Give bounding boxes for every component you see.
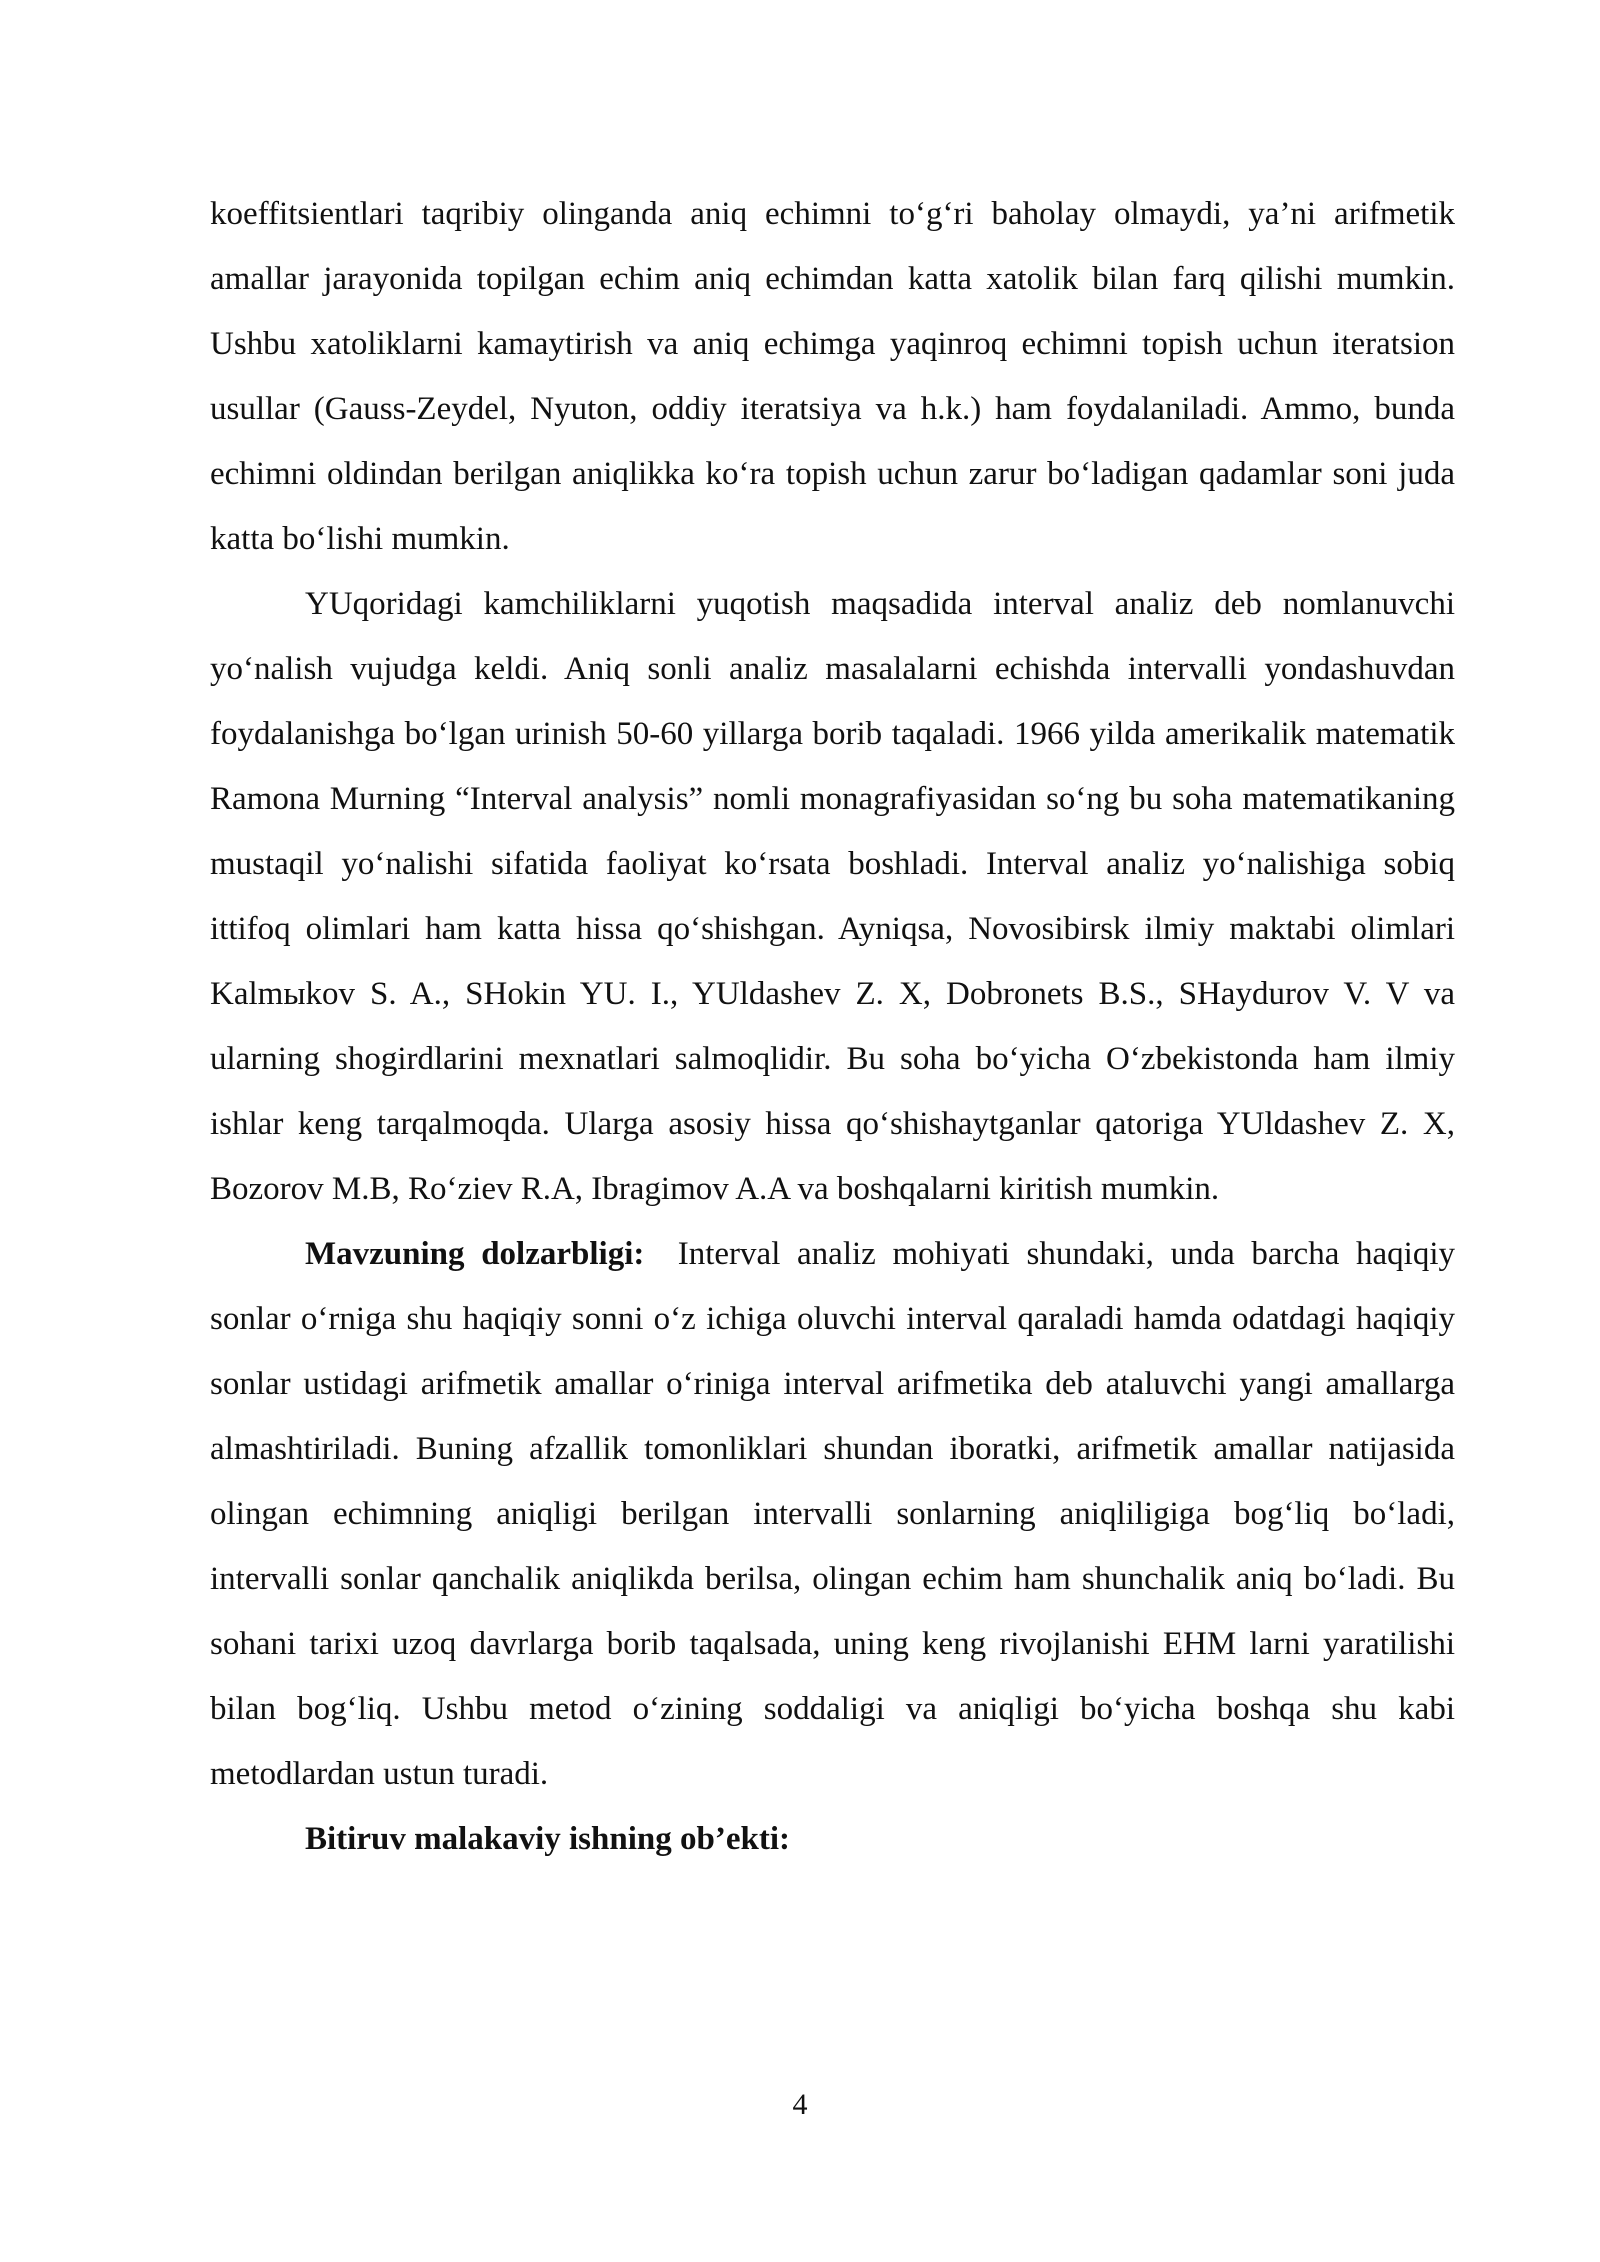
paragraph-interval-history: YUqoridagi kamchiliklarni yuqotish maqsadida interval analiz deb nomlanuvchi yo‘nalish vujudga keldi. Aniq sonli analiz masalalarni echishda intervalli yondashuvdan foydalanishga bo‘lgan urinish 50-60 yillarga borib taqaladi. 1966 yilda amerikalik matematik Ramona Murning “Interval analysis” nomli monagrafiyasidan so‘ng bu soha matematikaning mustaqil yo‘nalishi sifatida faoliyat ko‘rsata boshladi. Interval analiz yo‘nalishiga sobiq ittifoq olimlari ham katta hissa qo‘shishgan. Ayniqsa, Novosibirsk ilmiy maktabi olimlari Kalmыkov S. A., SHokin YU. I., YUldashev Z. X, Dobronets B.S., SHaydurov V. V va ularning shogirdlarini mexnatlari salmoqlidir. Bu soha bo‘yicha O‘zbekistonda ham ilmiy ishlar keng tarqalmoqda. Ularga asosiy hissa qo‘shishaytganlar qatoriga YUldashev Z. X, Bozorov M.B, Ro‘ziev R.A, Ibragimov A.A va boshqalarni kiritish mumkin.	[210, 586, 1455, 1207]
relevance-heading: Mavzuning dolzarbligi:	[305, 1236, 645, 1272]
body-text	[210, 182, 1455, 1872]
page-number: 4	[792, 2088, 808, 2121]
paragraph-continued: koeffitsientlari taqribiy olinganda aniq echimni to‘g‘ri baholay olmaydi, ya’ni arifmetik amallar jarayonida topilgan echim aniq echimdan katta xatolik bilan farq qilishi mumkin. Ushbu xatoliklarni kamaytirish va aniq echimga yaqinroq echimni topish uchun iteratsion usullar (Gauss-Zeydel, Nyuton, oddiy iteratsiya va h.k.) ham foydalaniladi. Ammo, bunda echimni oldindan berilgan aniqlikka ko‘ra topish uchun zarur bo‘ladigan qadamlar soni juda katta bo‘lishi mumkin.	[210, 196, 1455, 557]
object-heading: Bitiruv malakaviy ishning ob’ekti:	[305, 1821, 790, 1857]
relevance-body: Interval analiz mohiyati shundaki, unda barcha haqiqiy sonlar o‘rniga shu haqiqiy sonni o‘z ichiga oluvchi interval qaraladi hamda odatdagi haqiqiy sonlar ustidagi arifmetik amallar o‘riniga interval arifmetika deb ataluvchi yangi amallarga almashtiriladi. Buning afzallik tomonliklari shundan iboratki, arifmetik amallar natijasida olingan echimning aniqligi berilgan intervalli sonlarning aniqliligiga bog‘liq bo‘ladi, intervalli sonlar qanchalik aniqlikda berilsa, olingan echim ham shunchalik aniq bo‘ladi. Bu sohani tarixi uzoq davrlarga borib taqalsada, uning keng rivojlanishi EHM larni yaratilishi bilan bog‘liq. Ushbu metod o‘zining soddaligi va aniqligi bo‘yicha boshqa shu kabi metodlardan ustun turadi.	[210, 1236, 1456, 1792]
paragraph-relevance	[210, 1222, 1455, 1807]
